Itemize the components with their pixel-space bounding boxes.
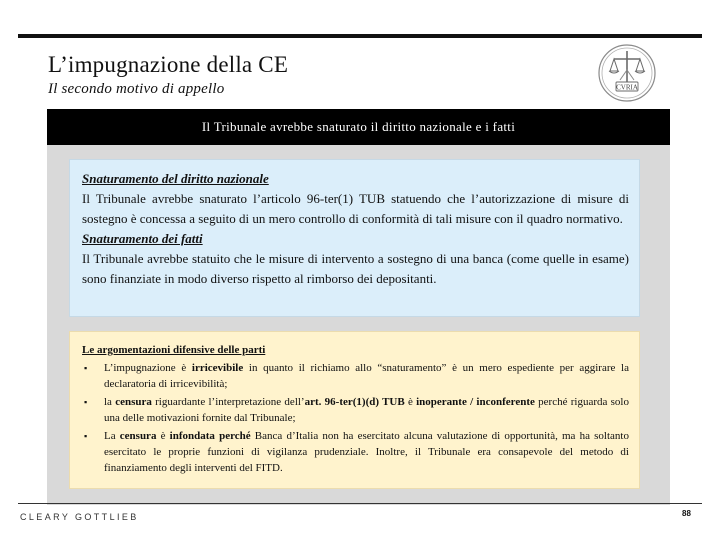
footer-rule bbox=[18, 503, 702, 504]
banner: Il Tribunale avrebbe snaturato il diritto nazionale e i fatti bbox=[47, 109, 670, 145]
bullet-icon: ▪ bbox=[84, 397, 88, 407]
heading-national-law: Snaturamento del diritto nazionale bbox=[82, 171, 269, 186]
list-item: ▪ La censura è infondata perché Banca d’Italia non ha esercitato alcuna valutazione di opportunità, ma ha soltanto esercitato le proprie funzioni di vigilanza prudenziale. Inoltre, il Tribunale era consapevole del metodo di finanziamento degli interventi del FITD. bbox=[84, 430, 629, 474]
slide-title: L’impugnazione della CE bbox=[48, 52, 289, 77]
paragraph-facts: Il Tribunale avrebbe statuito che le misure di intervento a sostegno di una banca (come quelle in esame) sono finanziate in modo diverso rispetto al rimborso dei depositanti. bbox=[82, 251, 629, 286]
defence-heading: Le argomentazioni difensive delle parti bbox=[82, 344, 266, 356]
bullet-icon: ▪ bbox=[84, 431, 88, 441]
firm-logo: CLEARY GOTTLIEB bbox=[20, 512, 139, 522]
list-item: ▪ L’impugnazione è irricevibile in quanto il richiamo allo “snaturamento” è un mero espediente per aggirare la declaratoria di irricevibilità; bbox=[84, 362, 629, 390]
defence-list bbox=[82, 360, 629, 476]
seal-text: CVRIA bbox=[616, 83, 638, 92]
bullet-icon: ▪ bbox=[84, 363, 88, 373]
court-seal-logo bbox=[596, 42, 658, 104]
slide-subtitle: Il secondo motivo di appello bbox=[48, 81, 225, 97]
heading-facts: Snaturamento dei fatti bbox=[82, 231, 203, 246]
paragraph-national-law: Il Tribunale avrebbe snaturato l’articolo 96-ter(1) TUB statuendo che l’autorizzazione di misure di sostegno è concessa a seguito di un mero controllo di conformità di tali misure con il quadro normativo. bbox=[82, 191, 629, 226]
defence-arguments-box bbox=[69, 331, 640, 489]
misrepresentation-box bbox=[69, 159, 640, 317]
top-rule bbox=[18, 34, 702, 38]
list-item: ▪ la censura riguardante l’interpretazione dell’art. 96-ter(1)(d) TUB è inoperante / inconferente perché riguarda solo una delle motivazioni fornite dal Tribunale; bbox=[84, 396, 629, 424]
page-number: 88 bbox=[682, 509, 691, 518]
